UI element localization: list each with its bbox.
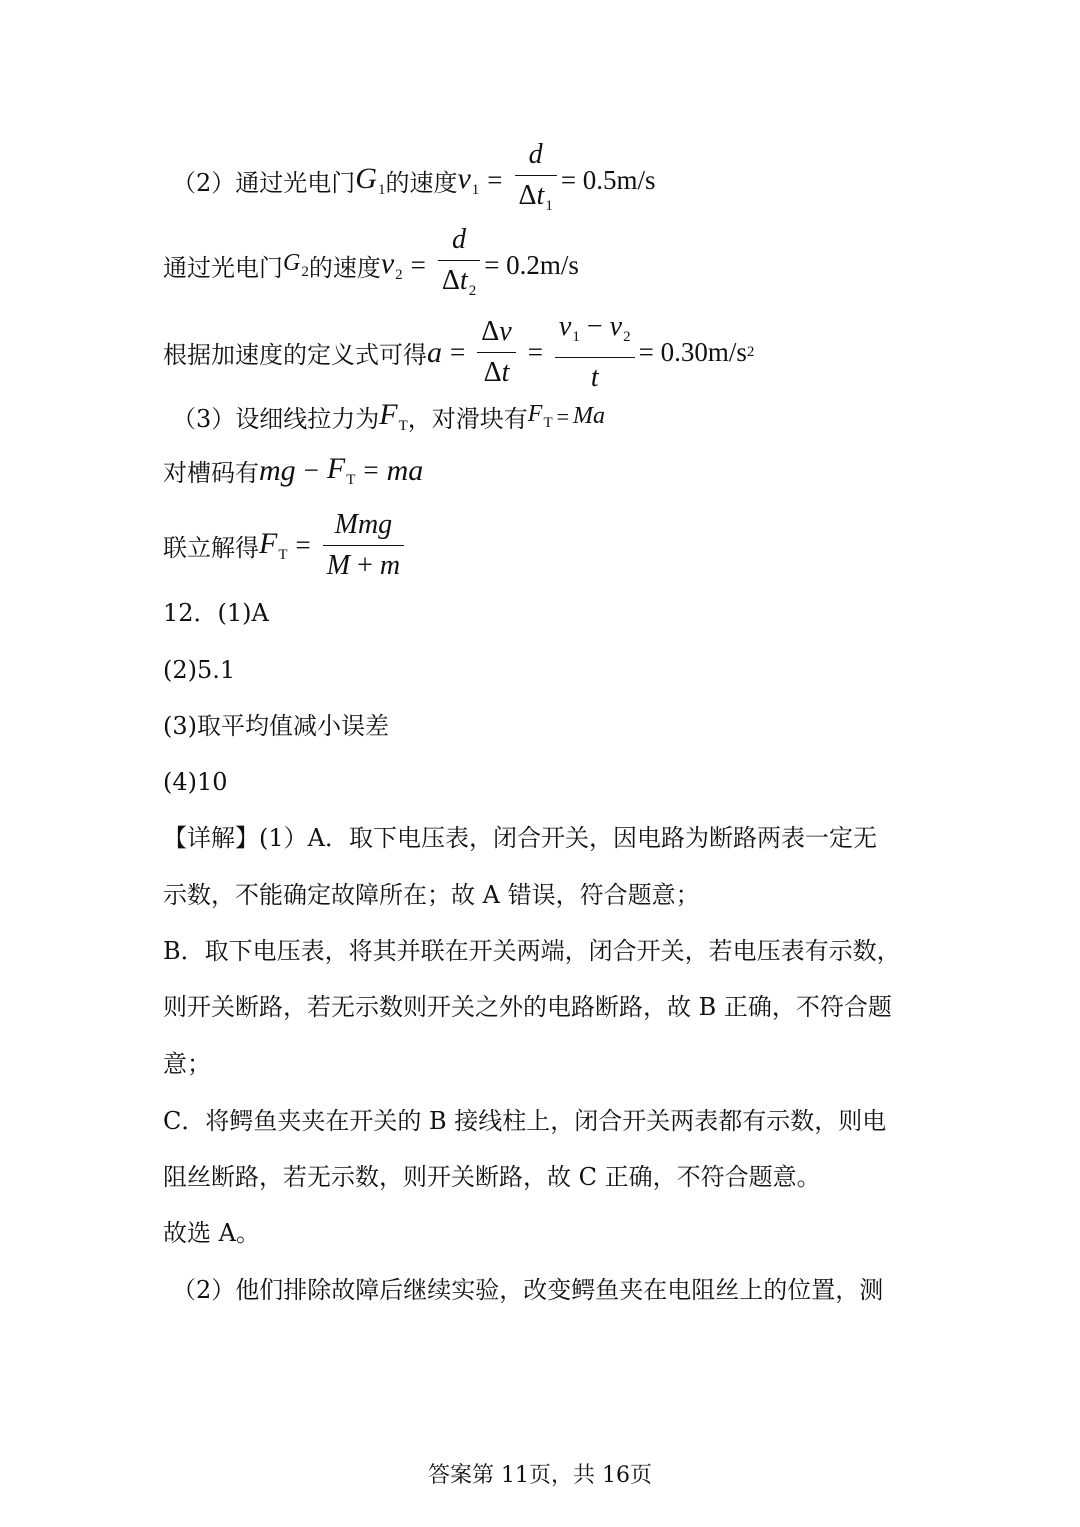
- v-diff-fraction: $\frac{v_1 - v_2}{t}$: [555, 307, 635, 398]
- q12-answer-3: (3)取平均值减小误差: [163, 712, 389, 740]
- a-symbol: a: [427, 335, 442, 369]
- g2-symbol: $G_2$: [283, 250, 309, 280]
- v1-symbol: $v_1$: [457, 162, 480, 198]
- detail-line-7: 阻丝断路，若无示数，则开关断路，故 C 正确，不符合题意。: [163, 1163, 821, 1191]
- g1-symbol: $G_1$: [355, 162, 386, 198]
- detail-line-2: 示数，不能确定故障所在；故 A 错误，符合题意；: [163, 881, 700, 909]
- hook-mass-intro-text: 对槽码有: [163, 459, 259, 487]
- v1-equation-line: （2）通过光电门 $G_1$ 的速度 $v_1$ = $\frac{d}{\Delta t_1}$ = 0.5m/s: [172, 135, 656, 226]
- v2-equation-line: 通过光电门 $G_2$ 的速度 $v_2$ = $\frac{d}{\Delta t_2}$ = 0.2m/s: [163, 220, 579, 311]
- v1-result: = 0.5m/s: [560, 165, 656, 195]
- solve-equation-line: 联立解得 $F_T$ = $\frac{\text{Mmg}}{M + m}$: [163, 505, 408, 586]
- dv-dt-fraction: $\frac{\Delta v}{\Delta t}$: [477, 312, 515, 393]
- detail-line-5: 意；: [163, 1050, 211, 1078]
- q12-answer-1: 12．(1)A: [163, 599, 269, 627]
- detail-line-9: （2）他们排除故障后继续实验，改变鳄鱼夹在电阻丝上的位置，测: [172, 1276, 884, 1304]
- v1-mid-text: 的速度: [385, 169, 458, 197]
- q12-answer-2: (2)5.1: [163, 656, 236, 684]
- detail-line-1: 【详解】(1）A．取下电压表，闭合开关，因电路为断路两表一定无: [163, 824, 877, 852]
- v1-fraction: $\frac{d}{\Delta t_1}$: [515, 135, 557, 226]
- v2-fraction: $\frac{d}{\Delta t_2}$: [438, 220, 480, 311]
- acceleration-intro-text: 根据加速度的定义式可得: [163, 341, 427, 369]
- hook-mass-equation-line: 对槽码有 mg − $F_T$ = ma: [163, 452, 424, 488]
- acceleration-result: = 0.30m/s: [638, 337, 747, 367]
- v2-result: = 0.2m/s: [484, 250, 579, 280]
- ft-slider-eq: $F_T$: [527, 401, 553, 431]
- acceleration-unit-exponent: 2: [746, 344, 755, 360]
- v2-mid-text: 的速度: [308, 254, 381, 282]
- ft-symbol: $F_T$: [379, 398, 408, 434]
- v2-symbol: $v_2$: [380, 247, 403, 283]
- v1-intro-text: （2）通过光电门: [172, 169, 356, 197]
- acceleration-equation-line: 根据加速度的定义式可得 a = $\frac{\Delta v}{\Delta t}$ = $\frac{v_1 - v_2}{t}$ = 0.30m/s 2: [163, 307, 754, 398]
- tension-setup-line: （3）设细线拉力为 $F_T$ ，对滑块有 $F_T$ = Ma: [172, 398, 606, 434]
- detail-line-4: 则开关断路，若无示数则开关之外的电路断路，故 B 正确，不符合题: [163, 993, 892, 1021]
- tension-mid-text: ，对滑块有: [407, 405, 528, 433]
- detail-line-3: B．取下电压表，将其并联在开关两端，闭合开关，若电压表有示数，: [163, 937, 901, 965]
- tension-fraction: $\frac{\text{Mmg}}{M + m}$: [323, 505, 404, 586]
- detail-line-8: 故选 A。: [163, 1219, 260, 1247]
- q12-answer-4: (4)10: [163, 768, 228, 796]
- detail-line-6: C．将鳄鱼夹夹在开关的 B 接线柱上，闭合开关两表都有示数，则电: [163, 1107, 887, 1135]
- v2-intro-text: 通过光电门: [163, 254, 283, 282]
- solve-intro-text: 联立解得: [163, 534, 259, 562]
- page-footer: 答案第 11页，共 16页: [428, 1463, 652, 1488]
- tension-intro-text: （3）设细线拉力为: [172, 405, 380, 433]
